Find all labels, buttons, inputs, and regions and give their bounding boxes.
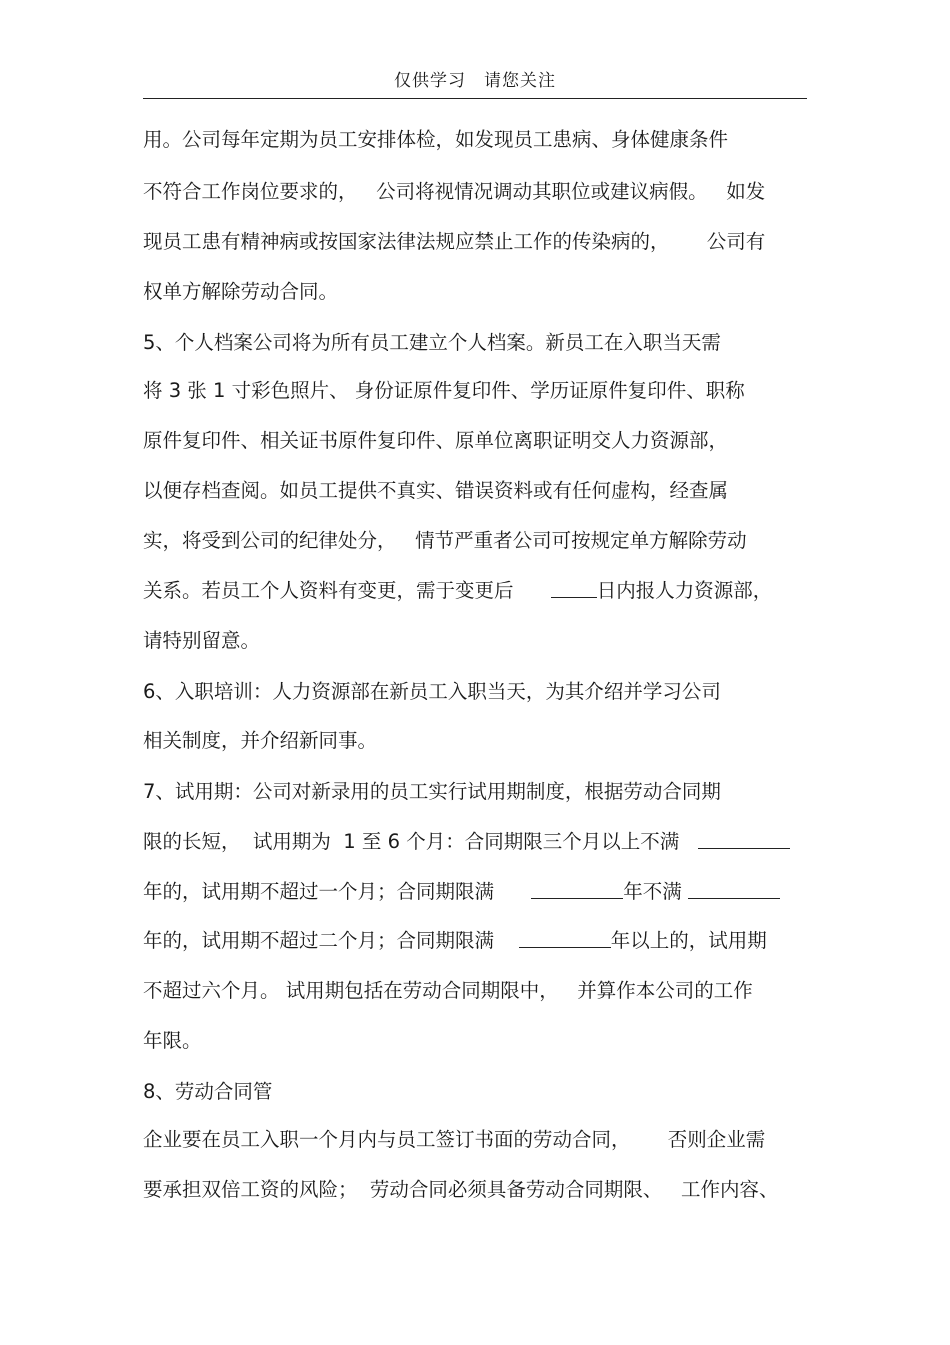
page-header [143,66,807,99]
text-line: 以便存档查阅。如员工提供不真实、错误资料或有任何虚构，经查属 [143,479,729,502]
text-line: 关系。若员工个人资料有变更，需于变更后 日内报人力资源部， [143,574,823,608]
header-text-study: 仅供学习 [394,71,466,91]
section-5-heading-line: 5、个人档案公司将为所有员工建立个人档案。新员工在入职当天需 [143,331,721,354]
text-line: 要承担双倍工资的风险； 劳动合同必须具备劳动合同期限、 工作内容、 [143,1178,779,1201]
header-text-follow: 请您关注 [484,71,556,91]
text-line: 年限。 [143,1029,202,1052]
text-line: 不超过六个月。 试用期包括在劳动合同期限中， 并算作本公司的工作 [143,979,753,1002]
text-line: 原件复印件、相关证书原件复印件、原单位离职证明交人力资源部， [143,429,729,452]
fill-in-blank[interactable] [519,925,611,948]
text-line: 用。公司每年定期为员工安排体检，如发现员工患病、身体健康条件 [143,128,729,151]
text-line: 相关制度，并介绍新同事。 [143,729,378,752]
text-line: 限的长短， 试用期为 1 至 6 个月：合同期限三个月以上不满 [143,825,823,859]
fill-in-blank[interactable] [551,575,597,598]
text-line: 权单方解除劳动合同。 [143,280,339,303]
fill-in-blank[interactable] [531,876,623,899]
fill-in-blank[interactable] [688,876,780,899]
text-line: 将 3 张 1 寸彩色照片、 身份证原件复印件、学历证原件复印件、职称 [143,379,745,402]
text-line: 请特别留意。 [143,629,261,652]
fill-in-blank[interactable] [698,826,790,849]
text-line: 实，将受到公司的纪律处分， 情节严重者公司可按规定单方解除劳动 [143,529,747,552]
text-line: 不符合工作岗位要求的， 公司将视情况调动其职位或建议病假。 如发 [143,180,766,203]
text-line: 企业要在员工入职一个月内与员工签订书面的劳动合同， 否则企业需 [143,1128,766,1151]
text-line: 现员工患有精神病或按国家法律法规应禁止工作的传染病的， 公司有 [143,230,766,253]
section-6-heading-line: 6、入职培训：人力资源部在新员工入职当天，为其介绍并学习公司 [143,680,721,703]
text-line: 年的，试用期不超过二个月；合同期限满 年以上的，试用期 [143,924,823,958]
text-line: 年的，试用期不超过一个月；合同期限满 年不满 [143,875,823,909]
section-8-heading-line: 8、劳动合同管 [143,1080,273,1103]
section-7-heading-line: 7、试用期：公司对新录用的员工实行试用期制度，根据劳动合同期 [143,780,721,803]
